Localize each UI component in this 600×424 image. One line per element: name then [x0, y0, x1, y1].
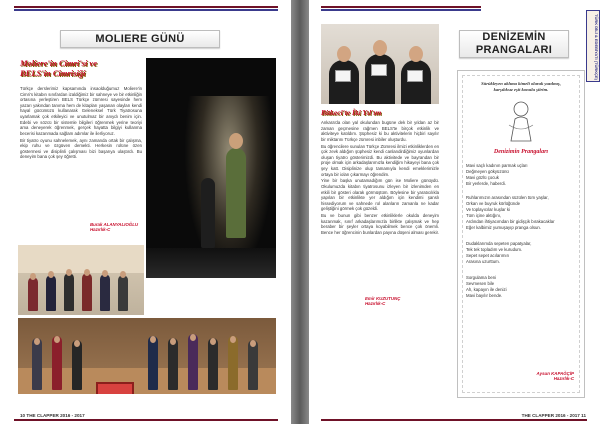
section-title: MOLIERE GÜNÜ: [60, 30, 220, 48]
poem-line: Dudaklarımda sepeten papatyalar,: [466, 241, 532, 246]
poem-line: Ruhlarımızın arasından süzülen tüm yaşlar,: [466, 195, 549, 200]
poem-line: Mavi bayılır bende.: [466, 293, 503, 298]
article-paragraph: Türkçe derslerimiz kapsamında insaolduğumuz Moliere'in Cimri's kitabın sınıfardan izaldiğimiz bir sahneye ve bir etkinliğin ortasına yerleştiren BELS Türkçe zümresi sayesinde hem yazarı yakından tanıma hem de kitapları yaşanan olayları kendi hayal gücümüzü kullanarak Geleneksel Türk Tiyatrosuna uyarlamak çok etkileyici ve unutulmaz bir anıydı benim için. Edebi ve sözcü bir sistemle bilgileri öğrenmek yerine teoriyi ama deneyerek öğrenmek, gerçek hayatta bilgiyi kullanma becerisi kazanmada sağlam adımlar ile ilerliyoruz.: [20, 86, 142, 136]
stage-photo-image: [146, 58, 276, 278]
poem-box: [457, 70, 585, 398]
article-paragraph: Ankara'da olan yal okulundan bugüne dek bir yıldan az bir zaman geçmesine rağmen BELS'te birçok etkinlik ve aktiviteye katıldım. Şüphesiz ki bu aktivitelerin hiçbiri sayılır bir miktarını Türkçe zümresi inbiler oluşturdu.: [321, 120, 439, 142]
group-photo-image: [18, 318, 276, 394]
page-footer: [522, 413, 586, 418]
poem-line: Arasına uzurttum.: [466, 259, 500, 264]
left-page: [0, 0, 291, 424]
poem-line: Sevmesen bile: [466, 281, 495, 286]
signature-class: Hazırlık-C: [553, 376, 574, 381]
footer-label: THE CLAPPER 2016 - 2017: [26, 413, 85, 418]
poem-line: Bir yerlerde, haberdi.: [466, 181, 506, 186]
page-gutter: [291, 0, 309, 424]
signature-class: Hazırlık-C: [365, 301, 386, 306]
poem-quote: [468, 81, 574, 93]
page-number: 11: [581, 413, 586, 418]
side-tab: [586, 10, 600, 82]
page-number: 10: [20, 413, 26, 418]
quote-line: karşılıksız eşit konulu şiirim.: [493, 87, 549, 92]
article-paragraph: Bir tiyatro oyunu sahnelemek, aynı zamanda ortak bir çalışma, ekip ruhu ve özgüven demekti. Herkesin rolüne özen göstermesi ve disiplinli çalışması bizi başarıya ulaştırdı. Bu deneyim bana çok şey öğretti.: [20, 137, 142, 160]
poem-line: Eğer kalbimiz yumuşayıp pranga olsun.: [466, 225, 541, 230]
heading-line-2: BELS'in Cimrisiği: [20, 68, 86, 78]
section-title-line: DENİZEMİN: [482, 31, 546, 43]
top-rule: [321, 6, 481, 11]
footer-rule: [14, 419, 278, 421]
poem-signature: [537, 371, 575, 381]
poem-line: Tek tek topladım ve kurudum.: [466, 247, 523, 252]
article-paragraph: Bu ve bunun gibi benzer etkinliklerle okulda deneyim kazanmak, sınıf arkadaşlarımızla birlikte çalışmak ve hep beraber bir şeyler ortaya koyabilmek bence çok önemli. Bence her öğrencinin bunlardan payına düşeni alması gerekir.: [321, 213, 440, 235]
article-heading: [20, 58, 140, 78]
article-body: [20, 86, 142, 161]
poem-line: Sepet sepet acılarımın: [466, 253, 509, 258]
side-tab-line: TÜRK DİLİ & EDEBİYATI: [594, 14, 599, 61]
top-rule: [14, 6, 278, 11]
poem-line: Tüm içine aktığını,: [466, 213, 502, 218]
article-signature: [90, 222, 138, 232]
side-tab-line: (TÜRKÇE): [594, 61, 599, 81]
article-paragraph: Bu öğrencilere sunulan Türkçe Zümresi ilmizi etkinliklerden en çok zevk aldığım şüphesiz kendi canlandirdiğimiz oyunlardan oluşan tiyatro gösterimizdi. Bu aktivitede ve bayrandan bir proje olmak için arkadaşlarımızla kendiğim hikayeyi bana çok şey katt. Disiplinize olup tamamıyla kendi emeklerimizle ortaya bir iolan çıkarmayı öğrendim.: [321, 143, 439, 177]
section-title: [459, 30, 569, 58]
poem-line: Mavi gözlü çocuk: [466, 175, 499, 180]
poem-line: Ardından ihtiyacımdan bir gidişçik bırakacaklar: [466, 219, 555, 224]
footer-label: THE CLAPPER 2016 - 2017: [521, 413, 580, 418]
signature-name: Burak ALANYALIOĞLU: [90, 222, 139, 227]
signature-name: Aysun KAPAĞÇİP: [536, 371, 574, 376]
article-signature: [365, 296, 400, 306]
section-title-line: PRANGALARI: [475, 44, 553, 56]
poem-line: Ah, kapayın ile denizi: [466, 287, 507, 292]
heading-line-1: Moliere'in Cimri'si ve: [20, 58, 97, 68]
article-paragraph: Yine bir başka unutamadığım gün ise Moliere günüydü. Okulumuzda kitabın tiyatrosunu izleyen bir izlenimden en etkili bir gösteri olarak görmüştüm. Böylesine bir yaratıcılıkla yapılan bir etkinlikte yer aldığım için kendimi şanslı hissediyorum ve sahnede rol alanların zamanla ne kadar geliştiğini görmek çok güzeldi.: [321, 178, 439, 212]
signature-name: Emir KUZUTUNÇ: [365, 296, 401, 301]
poem-drawing-image: [501, 97, 541, 143]
poem-line: Orkan ve buyruk körlüğünde: [466, 201, 520, 206]
signature-class: Hazırlık-C: [90, 227, 111, 232]
right-page: [309, 0, 600, 424]
poem-line: Mavi saçlı kadının parmak uçları: [466, 163, 528, 168]
quote-line: Sürükleyen aklıma kimeli olarak yazılmış,: [481, 81, 561, 86]
boys-photo-image: [321, 24, 439, 104]
page-footer: [20, 413, 85, 418]
article-body: [321, 120, 439, 237]
poem-line: Ve toplayıcılar kuşlar ki: [466, 207, 510, 212]
article-heading: Bitkeci'te İki Yıl'ım: [321, 108, 382, 117]
award-photo-image: [18, 245, 144, 315]
footer-rule: [321, 419, 587, 421]
poem-title: Denizimin Prangaları: [493, 149, 549, 155]
poem-line: Değmeyen gökyüzünü: [466, 169, 509, 174]
poem-line: Sorgulama beni: [466, 275, 497, 280]
